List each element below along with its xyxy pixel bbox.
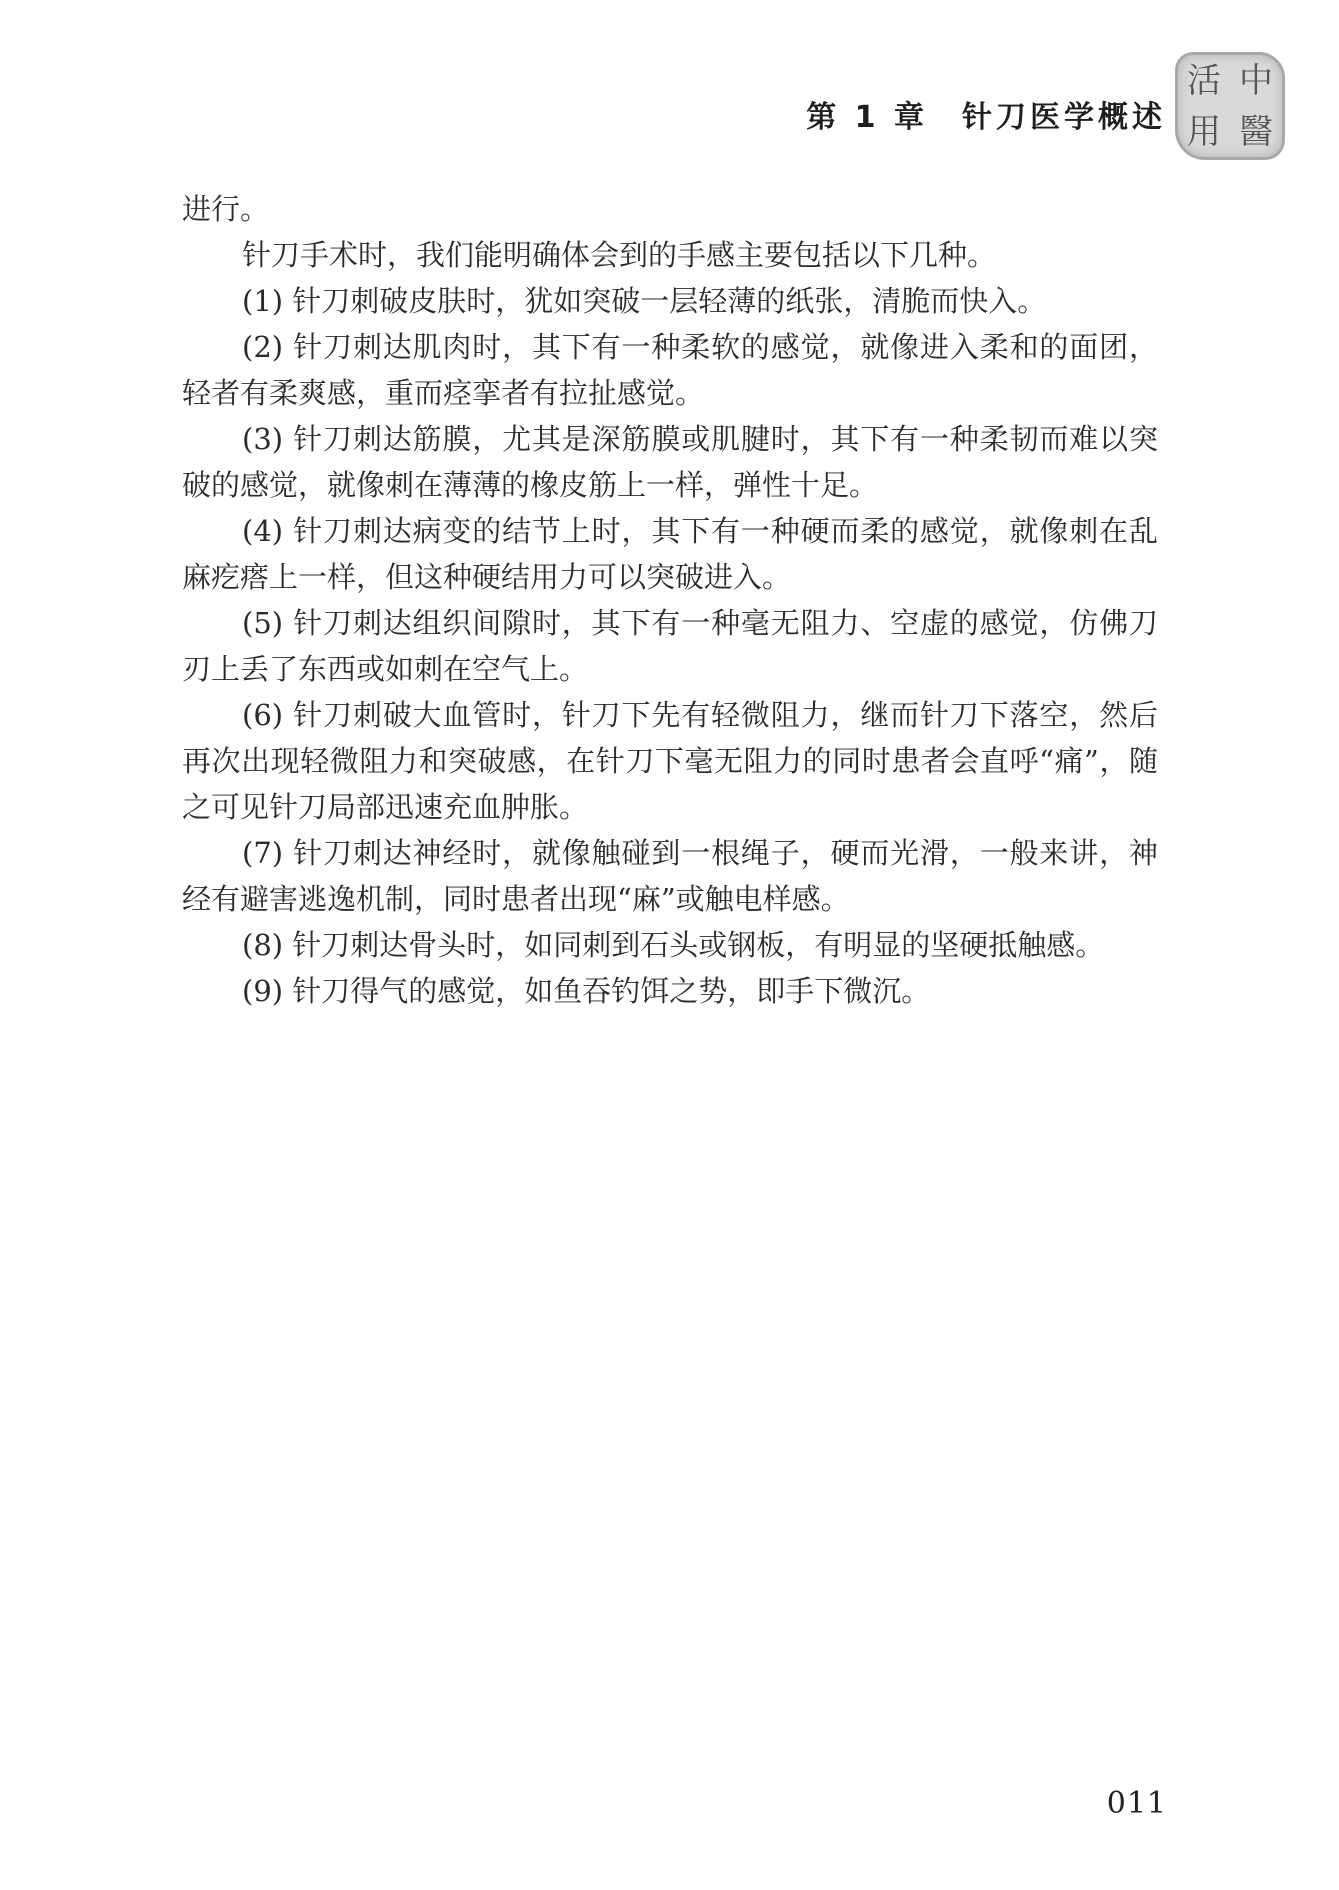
paragraph: 针刀手术时，我们能明确体会到的手感主要包括以下几种。 — [242, 238, 997, 272]
seal-char: 中 — [1239, 60, 1273, 101]
paragraph: (8) 针刀刺达骨头时，如同刺到石头或钢板，有明显的坚硬抵触感。 — [242, 928, 1105, 962]
running-header — [806, 92, 1166, 136]
seal-char: 用 — [1187, 111, 1221, 152]
paragraph: (6) 针刀刺破大血管时，针刀下先有轻微阻力，继而针刀下落空，然后再次出现轻微阻力和突破感，在针刀下毫无阻力的同时患者会直呼“痛”，随之可见针刀局部迅速充血肿胀。 — [182, 698, 1158, 824]
seal-char: 活 — [1187, 60, 1221, 101]
paragraph: (2) 针刀刺达肌肉时，其下有一种柔软的感觉，就像进入柔和的面团，轻者有柔爽感，重而痉挛者有拉扯感觉。 — [182, 330, 1158, 410]
paragraph: (9) 针刀得气的感觉，如鱼吞钓饵之势，即手下微沉。 — [242, 974, 931, 1008]
paragraph: (3) 针刀刺达筋膜，尤其是深筋膜或肌腱时，其下有一种柔韧而难以突破的感觉，就像刺在薄薄的橡皮筋上一样，弹性十足。 — [182, 422, 1158, 502]
chapter-number: 第 1 章 — [806, 100, 928, 135]
paragraph: (7) 针刀刺达神经时，就像触碰到一根绳子，硬而光滑，一般来讲，神经有避害逃逸机制，同时患者出现“麻”或触电样感。 — [182, 836, 1158, 916]
paragraph: (1) 针刀刺破皮肤时，犹如突破一层轻薄的纸张，清脆而快入。 — [242, 284, 1047, 318]
chapter-title: 针刀医学概述 — [962, 100, 1166, 135]
paragraph: (4) 针刀刺达病变的结节上时，其下有一种硬而柔的感觉，就像刺在乱麻疙瘩上一样，但这种硬结用力可以突破进入。 — [182, 514, 1158, 594]
paragraph: 进行。 — [182, 192, 270, 226]
paragraph: (5) 针刀刺达组织间隙时，其下有一种毫无阻力、空虚的感觉，仿佛刀刃上丢了东西或如刺在空气上。 — [182, 606, 1158, 686]
body-text — [182, 186, 1158, 1014]
page-number: 011 — [1106, 1786, 1167, 1821]
seal-logo — [1175, 52, 1285, 160]
seal-char: 醫 — [1239, 111, 1273, 152]
